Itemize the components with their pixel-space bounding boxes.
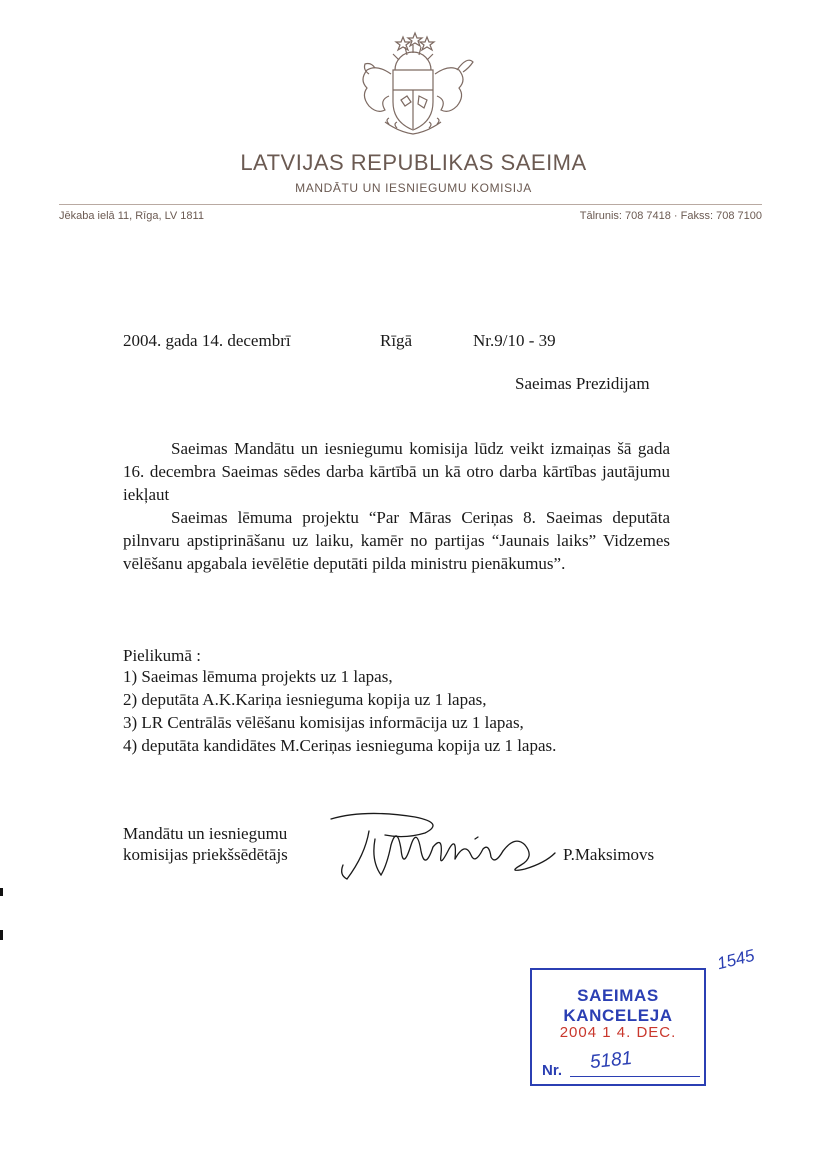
stamp-nr-line xyxy=(570,1076,700,1077)
stamp-nr-value: 5181 xyxy=(588,1047,634,1074)
commission-subtitle: MANDĀTU UN IESNIEGUMU KOMISIJA xyxy=(295,181,532,195)
list-item: 1) Saeimas lēmuma projekts uz 1 lapas, xyxy=(123,667,393,686)
letterhead-phones: Tālrunis: 708 7418 · Fakss: 708 7100 xyxy=(579,210,762,222)
list-item: 3) LR Centrālās vēlēšanu komisijas informācija uz 1 lapas, xyxy=(123,713,524,732)
letterhead-address: Jēkaba ielā 11, Rīga, LV 1811 xyxy=(59,210,204,222)
letter-date: 2004. gada 14. decembrī xyxy=(123,331,291,350)
signatory-name: P.Maksimovs xyxy=(563,845,655,864)
list-item: 4) deputāta kandidātes M.Ceriņas iesnieguma kopija uz 1 lapas. xyxy=(123,736,557,755)
attachments-list xyxy=(123,665,556,757)
letterhead-divider xyxy=(59,204,762,205)
body-paragraph: Saeimas lēmuma projektu “Par Māras Ceriņas 8. Saeimas deputāta pilnvaru apstiprināšanu uz laiku, kamēr no partijas “Jaunais laiks” Vidzemes vēlēšanu apgabala ievēlētie deputāti pilda ministru pienākumus”. xyxy=(123,508,670,573)
stamp-title: SAEIMAS KANCELEJA xyxy=(563,986,673,1025)
letter-place: Rīgā xyxy=(380,331,413,350)
attachments-heading: Pielikumā : xyxy=(123,646,201,665)
registration-stamp xyxy=(530,968,706,1086)
list-item: 2) deputāta A.K.Kariņa iesnieguma kopija uz 1 lapas, xyxy=(123,690,487,709)
body-paragraph: Saeimas Mandātu un iesniegumu komisija lūdz veikt izmaiņas šā gada 16. decembra Saeimas sēdes darba kārtībā un kā otro darba kārtības jautājumu iekļaut xyxy=(123,439,670,504)
coat-of-arms-icon xyxy=(349,30,477,138)
handwritten-note: 1545 xyxy=(715,945,757,974)
scan-mark xyxy=(0,930,3,940)
signatory-title-line2: komisijas priekšsēdētājs xyxy=(123,845,288,864)
letter-number: Nr.9/10 - 39 xyxy=(473,331,556,350)
letter-recipient: Saeimas Prezidijam xyxy=(515,374,650,393)
stamp-nr-label: Nr. xyxy=(542,1062,563,1079)
stamp-date: 2004 1 4. DEC. xyxy=(559,1024,677,1041)
scan-mark xyxy=(0,888,3,896)
institution-title: LATVIJAS REPUBLIKAS SAEIMA xyxy=(240,150,587,175)
signatory-title-line1: Mandātu un iesniegumu xyxy=(123,824,288,843)
handwritten-signature xyxy=(325,805,560,885)
letter-body xyxy=(123,437,670,575)
